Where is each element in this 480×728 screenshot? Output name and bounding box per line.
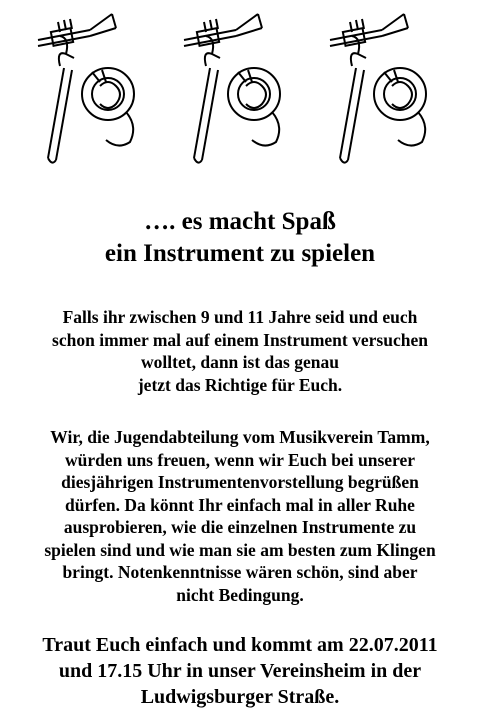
- body-line: nicht Bedingung.: [176, 584, 304, 605]
- closing-line: und 17.15 Uhr in unser Vereinsheim in der: [58, 660, 422, 682]
- closing-paragraph: [0, 632, 480, 710]
- intro-line: schon immer mal auf einem Instrument versuchen: [52, 329, 428, 350]
- intro-paragraph: [0, 306, 480, 396]
- page-title: [0, 206, 480, 270]
- body-line: Wir, die Jugendabteilung vom Musikverein Tamm,: [50, 427, 430, 447]
- body-line: ausprobieren, wie die einzelnen Instrumente zu: [63, 517, 417, 537]
- body-paragraph: [0, 426, 480, 606]
- title-line-2: ein Instrument zu spielen: [104, 240, 376, 267]
- intro-line: wolltet, dann ist das genau: [141, 352, 339, 372]
- music-instruments-icon: [176, 8, 296, 168]
- illustration-row: [0, 8, 480, 168]
- instruments-illustration: [30, 8, 150, 168]
- music-instruments-icon: [30, 8, 150, 168]
- intro-line: jetzt das Richtige für Euch.: [137, 374, 343, 395]
- closing-line: Ludwigsburger Straße.: [140, 686, 340, 708]
- body-line: diesjährigen Instrumentenvorstellung begrüßen: [61, 472, 419, 492]
- closing-line: Traut Euch einfach und kommt am 22.07.2011: [42, 634, 438, 656]
- body-line: würden uns freuen, wenn wir Euch bei unserer: [64, 449, 416, 470]
- instruments-illustration: [176, 8, 296, 168]
- instruments-illustration: [322, 8, 442, 168]
- music-instruments-icon: [322, 8, 442, 168]
- body-line: dürfen. Da könnt Ihr einfach mal in aller Ruhe: [65, 494, 415, 515]
- body-line: spielen sind und wie man sie am besten zum Klingen: [44, 539, 436, 560]
- body-line: bringt. Notenkenntnisse wären schön, sind aber: [62, 562, 418, 582]
- title-line-1: …. es macht Spaß: [144, 208, 336, 235]
- intro-line: Falls ihr zwischen 9 und 11 Jahre seid und euch: [62, 307, 418, 327]
